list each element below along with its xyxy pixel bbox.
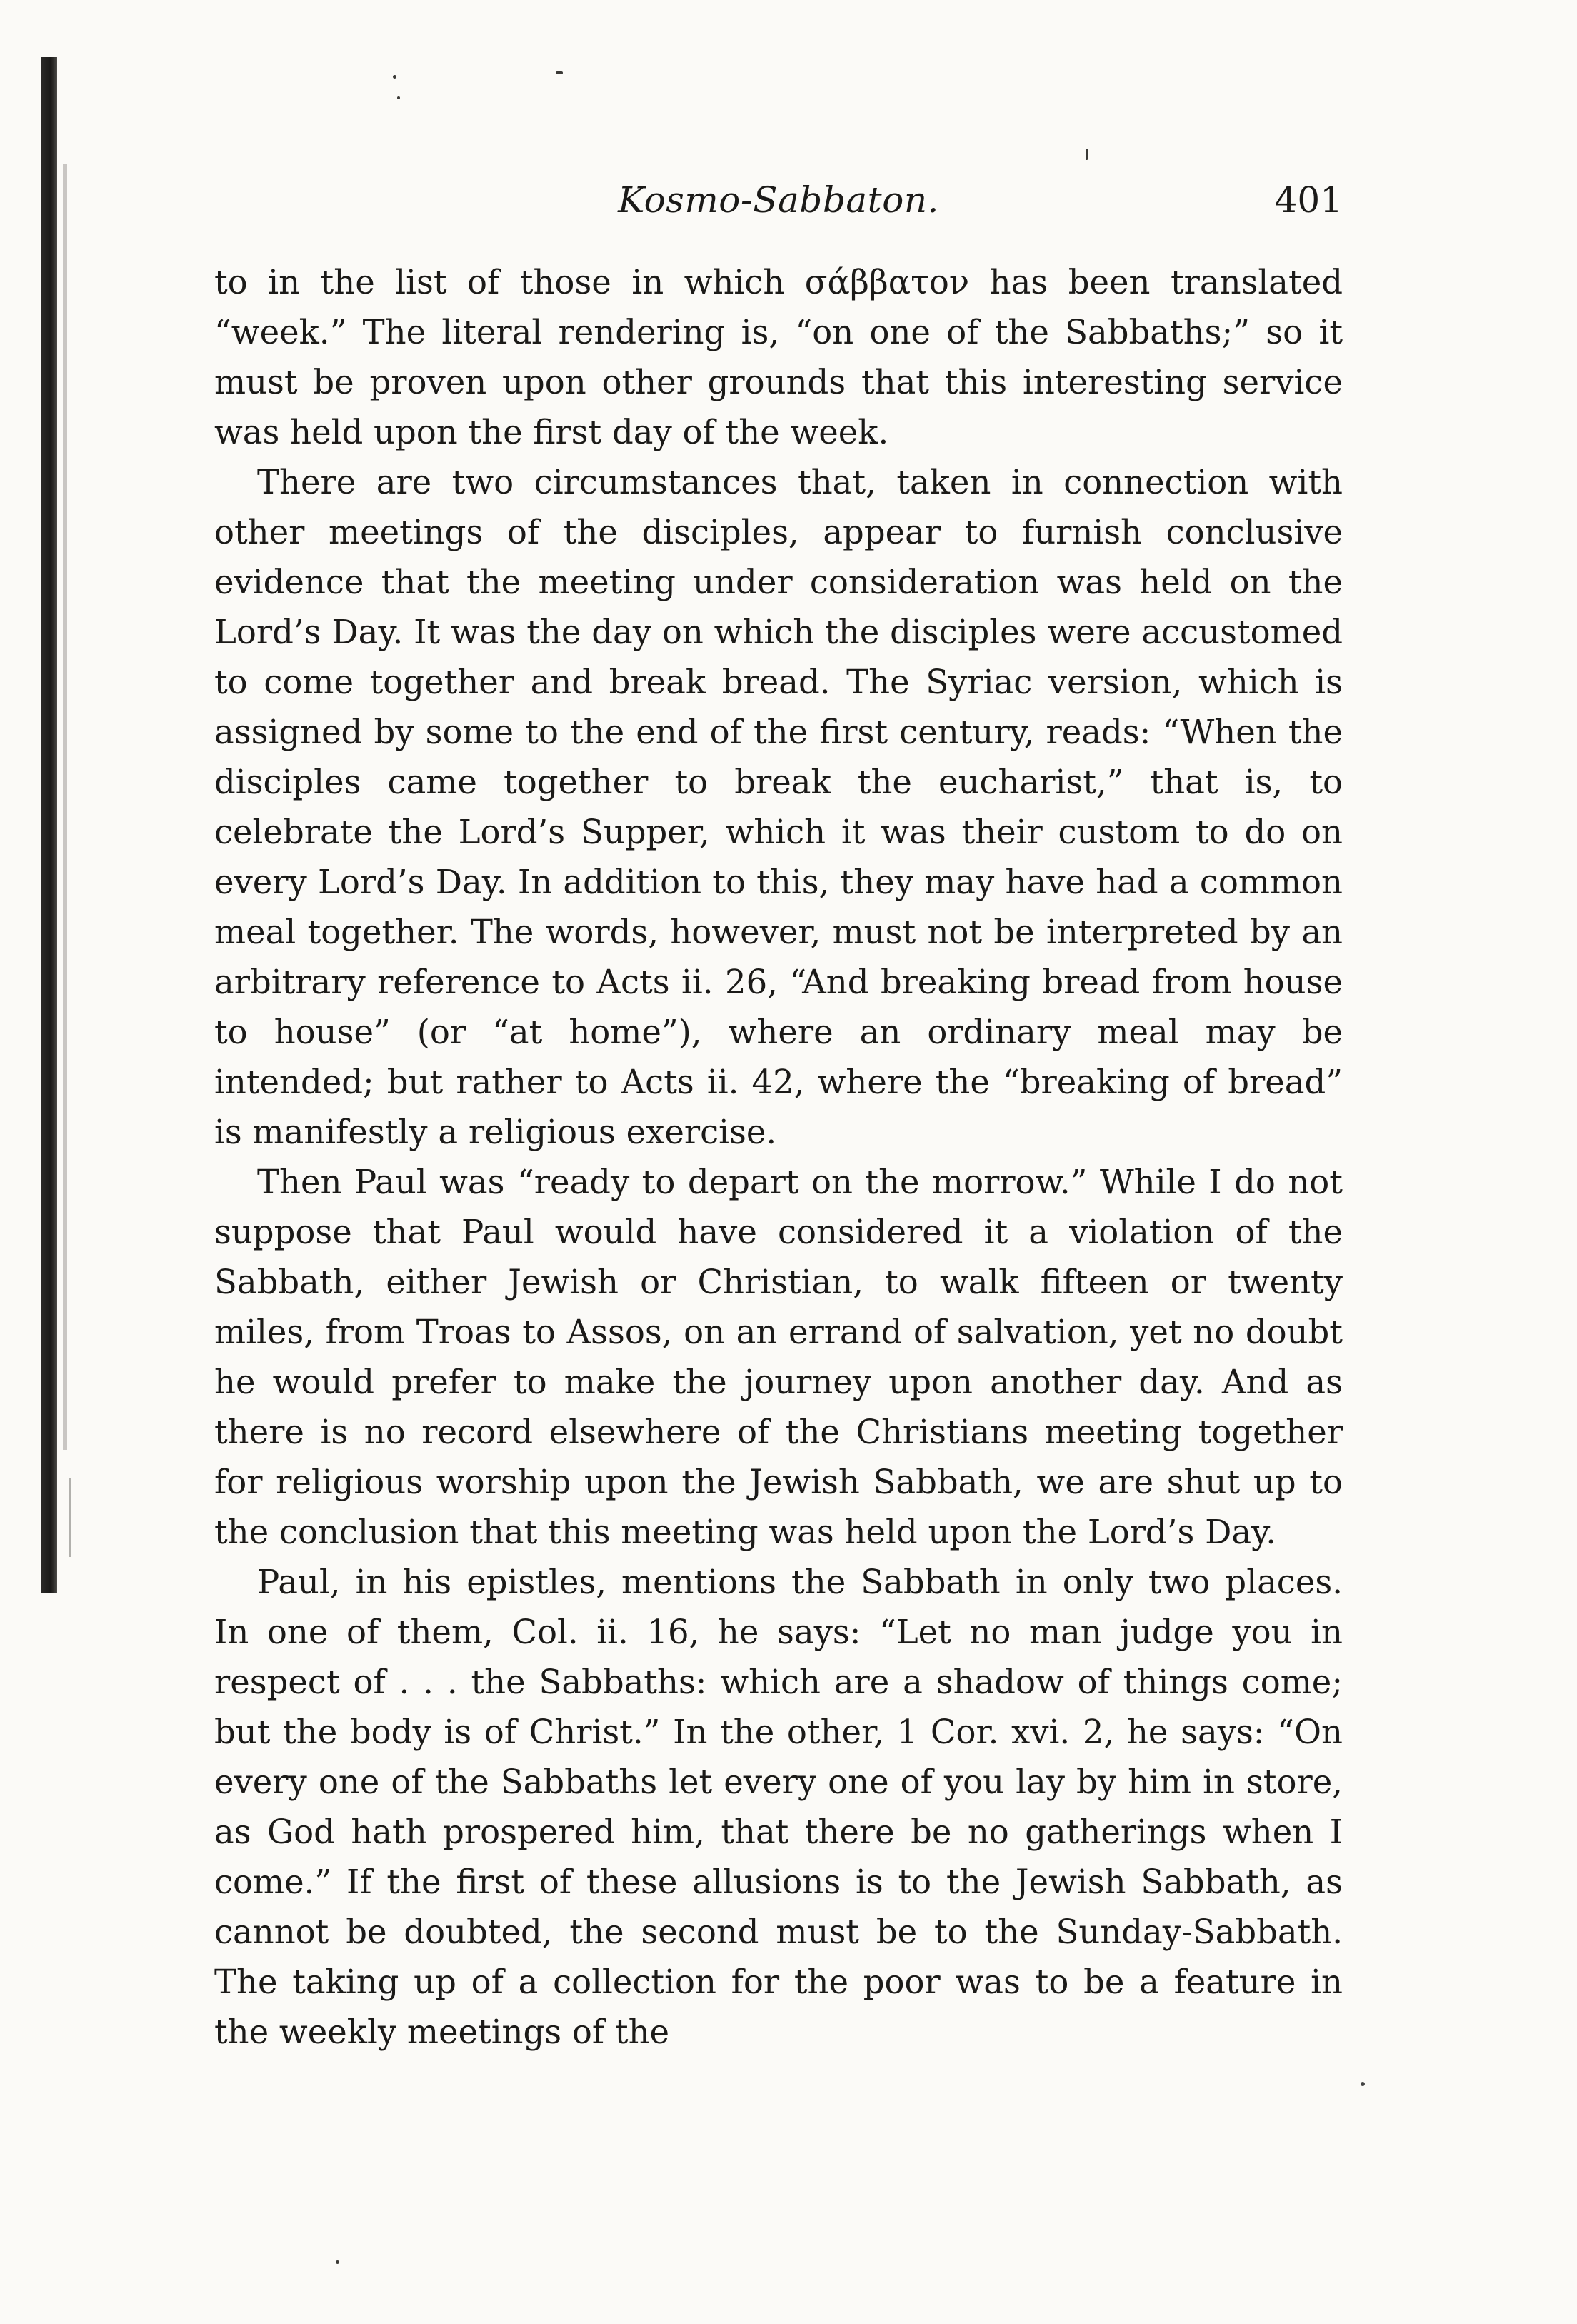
print-speck — [397, 96, 400, 99]
page-header — [214, 171, 1343, 236]
page-number: 401 — [1274, 179, 1343, 221]
binding-edge-mark — [69, 1478, 71, 1557]
print-speck — [556, 71, 563, 74]
print-speck — [336, 2260, 339, 2264]
paragraph: There are two circumstances that, taken in connection with other meetings of the disciples, appear to furnish conclusive evidence that the meeting under consideration was held on the Lord’s Day. It was the day on which the disciples were accustomed to come together and break bread. The Syriac version, which is assigned by some to the end of the first century, reads: “When the disciples came together to break the eucharist,” that is, to celebrate the Lord’s Supper, which it was their custom to do on every Lord’s Day. In addition to this, they may have had a common meal together. The words, however, must not be interpreted by an arbitrary reference to Acts ii. 26, “And breaking bread from house to house” (or “at home”), where an ordinary meal may be intended; but rather to Acts ii. 42, where the “breaking of bread” is manifestly a religious exercise. — [214, 463, 1343, 1151]
running-title: Kosmo-Sabbaton. — [618, 179, 939, 221]
print-speck — [1361, 2082, 1365, 2086]
print-speck — [393, 75, 396, 79]
binding-edge-shadow — [41, 57, 57, 1593]
paragraph: to in the list of those in which σάββατον has been translated “week.” The literal rendering is, “on one of the Sabbaths;” so it must be proven upon other grounds that this interesting service was held upon the first day of the week. — [214, 263, 1343, 451]
body-text — [214, 257, 1343, 2057]
paragraph: Then Paul was “ready to depart on the morrow.” While I do not suppose that Paul would have considered it a violation of the Sabbath, either Jewish or Christian, to walk fifteen or twenty miles, from Troas to Assos, on an errand of salvation, yet no doubt he would prefer to make the journey upon another day. And as there is no record elsewhere of the Christians meeting together for religious worship upon the Jewish Sabbath, we are shut up to the conclusion that this meeting was held upon the Lord’s Day. — [214, 1163, 1343, 1551]
binding-edge-shading — [63, 164, 67, 1450]
paragraph: Paul, in his epistles, mentions the Sabbath in only two places. In one of them, Col. ii. 16, he says: “Let no man judge you in respect of . . . the Sabbaths: which are a shadow of things come; but the body is of Christ.” In the other, 1 Cor. xvi. 2, he says: “On every one of the Sabbaths let every one of you lay by him in store, as God hath prospered him, that there be no gatherings when I come.” If the first of these allusions is to the Jewish Sabbath, as cannot be doubted, the second must be to the Sunday-Sabbath. The taking up of a collection for the poor was to be a feature in the weekly meetings of the — [214, 1563, 1343, 2051]
print-speck — [1086, 149, 1088, 160]
